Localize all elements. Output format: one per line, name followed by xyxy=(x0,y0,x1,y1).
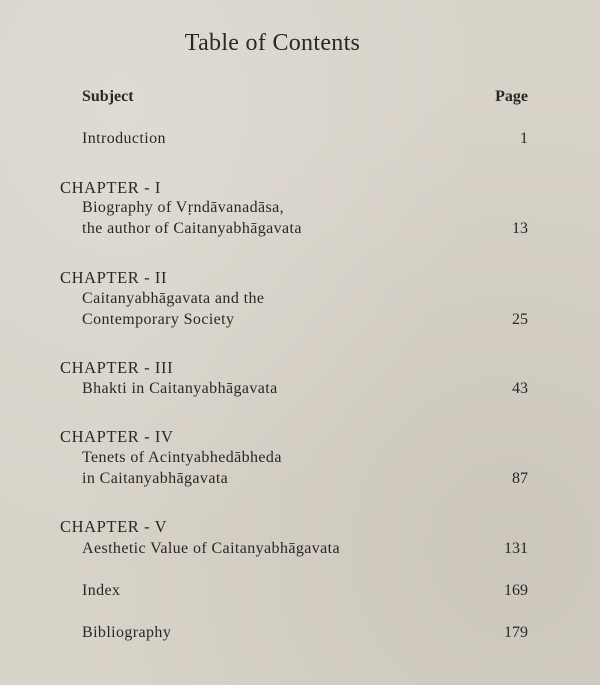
entry-page-number: 43 xyxy=(512,380,528,397)
entry-label: Aesthetic Value of Caitanyabhāgavata xyxy=(82,540,341,557)
entry-page-number: 25 xyxy=(512,311,528,328)
entry-label: Caitanyabhāgavata and the xyxy=(82,290,265,307)
entry-page-number: 13 xyxy=(512,220,528,237)
entry-page-number: 179 xyxy=(504,624,528,641)
entry-label: Biography of Vṛndāvanadāsa, xyxy=(82,199,285,216)
chapter-heading: CHAPTER - III xyxy=(60,358,174,377)
page-column-header: Page xyxy=(495,88,528,105)
chapter-heading: CHAPTER - I xyxy=(60,178,162,197)
entry-page-number: 1 xyxy=(520,130,528,147)
entry-label: Index xyxy=(82,582,121,599)
chapter-heading: CHAPTER - II xyxy=(60,268,168,287)
entry-label: the author of Caitanyabhāgavata xyxy=(82,220,302,237)
entry-label: Introduction xyxy=(82,130,166,147)
entry-label: Contemporary Society xyxy=(82,311,235,328)
subject-column-header: Subject xyxy=(82,88,134,105)
page-title: Table of Contents xyxy=(184,30,361,56)
entry-label: Bhakti in Caitanyabhāgavata xyxy=(82,380,278,397)
entry-label: Tenets of Acintyabhedābheda xyxy=(82,449,282,466)
chapter-heading: CHAPTER - V xyxy=(60,517,168,536)
entry-page-number: 131 xyxy=(504,540,528,557)
chapter-heading: CHAPTER - IV xyxy=(60,427,174,446)
entry-page-number: 87 xyxy=(512,470,528,487)
entry-label: in Caitanyabhāgavata xyxy=(82,470,229,487)
entry-label: Bibliography xyxy=(82,624,172,641)
entry-page-number: 169 xyxy=(504,582,528,599)
